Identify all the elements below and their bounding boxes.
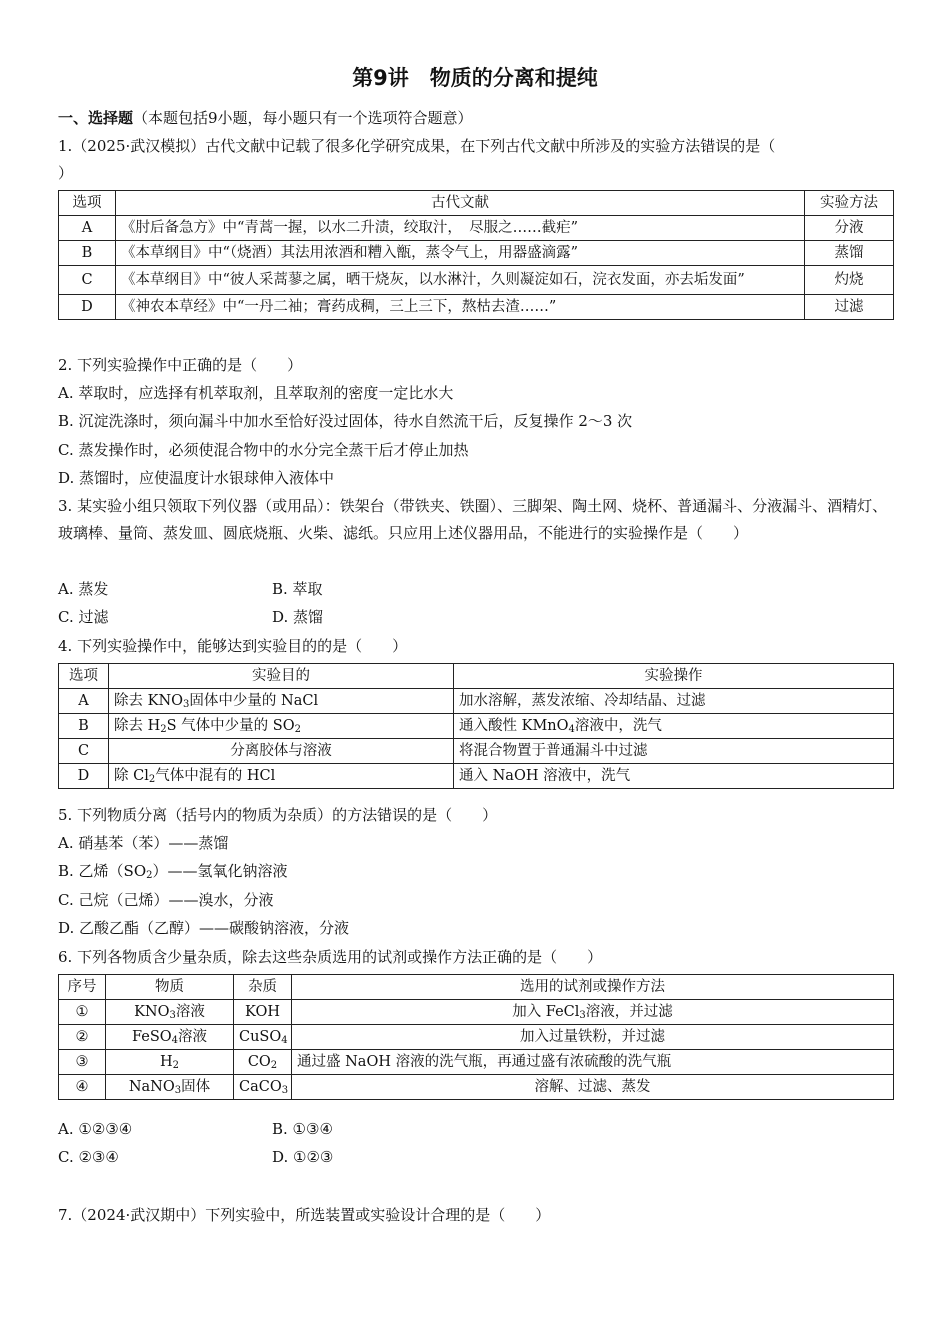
table-cell-option: C: [59, 739, 109, 764]
q6-stem: 6. 下列各物质含少量杂质，除去这些杂质选用的试剂或操作方法正确的是（ ）: [58, 948, 603, 966]
q5-option-a: A. 硝基苯（苯）——蒸馏: [58, 834, 229, 852]
q2-option-d: D. 蒸馏时，应使温度计水银球伸入液体中: [58, 469, 335, 487]
table-cell-number: ①: [59, 1000, 106, 1025]
q2-option-b: B. 沉淀洗涤时，须向漏斗中加水至恰好没过固体，待水自然流干后，反复操作 2～3 次: [58, 412, 633, 430]
table-row: [59, 241, 894, 266]
table-cell-impurity: CuSO$_4$: [234, 1025, 292, 1050]
q1-stem: 1.（2025·武汉模拟）古代文献中记载了很多化学研究成果，在下列古代文献中所涉及的实验方法错误的是（: [58, 137, 776, 155]
q5-option-d: D. 乙酸乙酯（乙醇）——碳酸钠溶液，分液: [58, 919, 350, 937]
table-cell-operation: 将混合物置于普通漏斗中过滤: [454, 739, 894, 764]
table-cell-method: 分液: [805, 216, 894, 241]
table-cell-impurity: CaCO$_3$: [234, 1075, 292, 1100]
table-cell-text: 《肘后备急方》中“青蒿一握，以水二升渍，绞取汁， 尽服之……截疟”: [116, 216, 805, 241]
table-header-cell: 实验目的: [109, 664, 454, 689]
table-header-cell: 选用的试剂或操作方法: [292, 975, 894, 1000]
table-row: [59, 764, 894, 789]
q1-table: [58, 190, 894, 320]
table-cell-option: B: [59, 714, 109, 739]
table-cell-method: 溶解、过滤、蒸发: [292, 1075, 894, 1100]
table-row: [59, 295, 894, 320]
table-header-cell: 实验操作: [454, 664, 894, 689]
q7-stem: 7.（2024·武汉期中）下列实验中，所选装置或实验设计合理的是（ ）: [58, 1206, 551, 1224]
q6-option-d: D. ①②③: [272, 1148, 334, 1166]
table-cell-goal: 除 $Cl_2$气体中混有的 HCl: [109, 764, 454, 789]
table-header-cell: 物质: [106, 975, 234, 1000]
table-cell-goal: 除去 $KNO_3$固体中少量的 NaCl: [109, 689, 454, 714]
table-cell-method: 灼烧: [805, 266, 894, 295]
q2-option-c: C. 蒸发操作时，必须使混合物中的水分完全蒸干后才停止加热: [58, 441, 469, 459]
table-cell-substance: $KNO_3$溶液: [106, 1000, 234, 1025]
q3-stem: 3. 某实验小组只领取下列仪器（或用品）：铁架台（带铁夹、铁圈）、三脚架、陶土网、烧杯、普通漏斗、分液漏斗、酒精灯、玻璃棒、量筒、蒸发皿、圆底烧瓶、火柴、滤纸。只应用上述仪器用品，不能进行的实验操作是（ ）: [58, 497, 888, 542]
q2-stem: 2. 下列实验操作中正确的是（ ）: [58, 356, 303, 374]
table-header-row: [59, 664, 894, 689]
table-cell-number: ②: [59, 1025, 106, 1050]
q6-option-a: A. ①②③④: [58, 1120, 133, 1138]
table-row: [59, 689, 894, 714]
table-cell-operation: 加水溶解，蒸发浓缩、冷却结晶、过滤: [454, 689, 894, 714]
table-cell-substance: $H_2$: [106, 1050, 234, 1075]
table-cell-goal: 分离胶体与溶液: [109, 739, 454, 764]
q4-stem: 4. 下列实验操作中，能够达到实验目的的是（ ）: [58, 637, 408, 655]
table-header-cell: 序号: [59, 975, 106, 1000]
table-cell-text: 《神农本草经》中“一丹二袖；膏药成稠，三上三下，熬枯去渣……”: [116, 295, 805, 320]
table-row: [59, 1000, 894, 1025]
table-header-row: [59, 975, 894, 1000]
table-header-cell: 选项: [59, 664, 109, 689]
table-header-cell: 实验方法: [805, 191, 894, 216]
table-header-cell: 杂质: [234, 975, 292, 1000]
q1-stem-close: ）: [58, 164, 74, 182]
table-cell-option: C: [59, 266, 116, 295]
section-heading: [58, 108, 473, 128]
table-row: [59, 216, 894, 241]
q3-option-b: B. 萃取: [272, 580, 323, 598]
table-cell-operation: 通入 NaOH 溶液中，洗气: [454, 764, 894, 789]
table-cell-method: 通过盛 NaOH 溶液的洗气瓶，再通过盛有浓硫酸的洗气瓶: [292, 1050, 894, 1075]
q2-option-a: A. 萃取时，应选择有机萃取剂，且萃取剂的密度一定比水大: [58, 384, 454, 402]
table-row: [59, 1025, 894, 1050]
table-cell-method: 蒸馏: [805, 241, 894, 266]
table-cell-option: D: [59, 764, 109, 789]
section-label: 一、选择题: [58, 109, 134, 127]
table-cell-method: 加入 FeCl$_3$溶液，并过滤: [292, 1000, 894, 1025]
table-cell-number: ④: [59, 1075, 106, 1100]
q6-table: [58, 974, 894, 1100]
q6-option-b: B. ①③④: [272, 1120, 333, 1138]
section-note: （本题包括9小题，每小题只有一个选项符合题意）: [133, 109, 473, 127]
table-cell-impurity: $CO_2$: [234, 1050, 292, 1075]
table-cell-impurity: KOH: [234, 1000, 292, 1025]
table-cell-option: D: [59, 295, 116, 320]
q6-option-c: C. ②③④: [58, 1148, 119, 1166]
q5-stem: 5. 下列物质分离（括号内的物质为杂质）的方法错误的是（ ）: [58, 806, 498, 824]
table-cell-substance: NaNO$_3$固体: [106, 1075, 234, 1100]
table-cell-option: A: [59, 689, 109, 714]
table-cell-method: 加入过量铁粉，并过滤: [292, 1025, 894, 1050]
table-cell-operation: 通入酸性 KMnO$_4$溶液中，洗气: [454, 714, 894, 739]
table-header-cell: 选项: [59, 191, 116, 216]
table-cell-substance: FeSO$_4$溶液: [106, 1025, 234, 1050]
table-cell-text: 《本草纲目》中“彼人采蒿蓼之属，晒干烧灰，以水淋汁，久则凝淀如石，浣衣发面，亦去垢发面”: [116, 266, 805, 295]
table-cell-method: 过滤: [805, 295, 894, 320]
table-cell-goal: 除去 $H_2S$ 气体中少量的 $SO_2$: [109, 714, 454, 739]
table-cell-text: 《本草纲目》中“（烧酒）其法用浓酒和糟入甑，蒸令气上，用器盛滴露”: [116, 241, 805, 266]
q5-option-c: C. 己烷（己烯）——溴水，分液: [58, 891, 274, 909]
q4-table: [58, 663, 894, 789]
table-row: [59, 739, 894, 764]
table-cell-option: A: [59, 216, 116, 241]
table-row: [59, 266, 894, 295]
q3-option-c: C. 过滤: [58, 608, 109, 626]
table-row: [59, 1050, 894, 1075]
q5-option-b: B. 乙烯$(SO_2)——$氢氧化钠溶液: [58, 862, 288, 881]
table-cell-number: ③: [59, 1050, 106, 1075]
table-row: [59, 714, 894, 739]
table-header-cell: 古代文献: [116, 191, 805, 216]
table-cell-option: B: [59, 241, 116, 266]
table-header-row: [59, 191, 894, 216]
q3-option-a: A. 蒸发: [58, 580, 109, 598]
table-row: [59, 1075, 894, 1100]
page-title: 第9讲 物质的分离和提纯: [352, 66, 598, 90]
q3-option-d: D. 蒸馏: [272, 608, 324, 626]
